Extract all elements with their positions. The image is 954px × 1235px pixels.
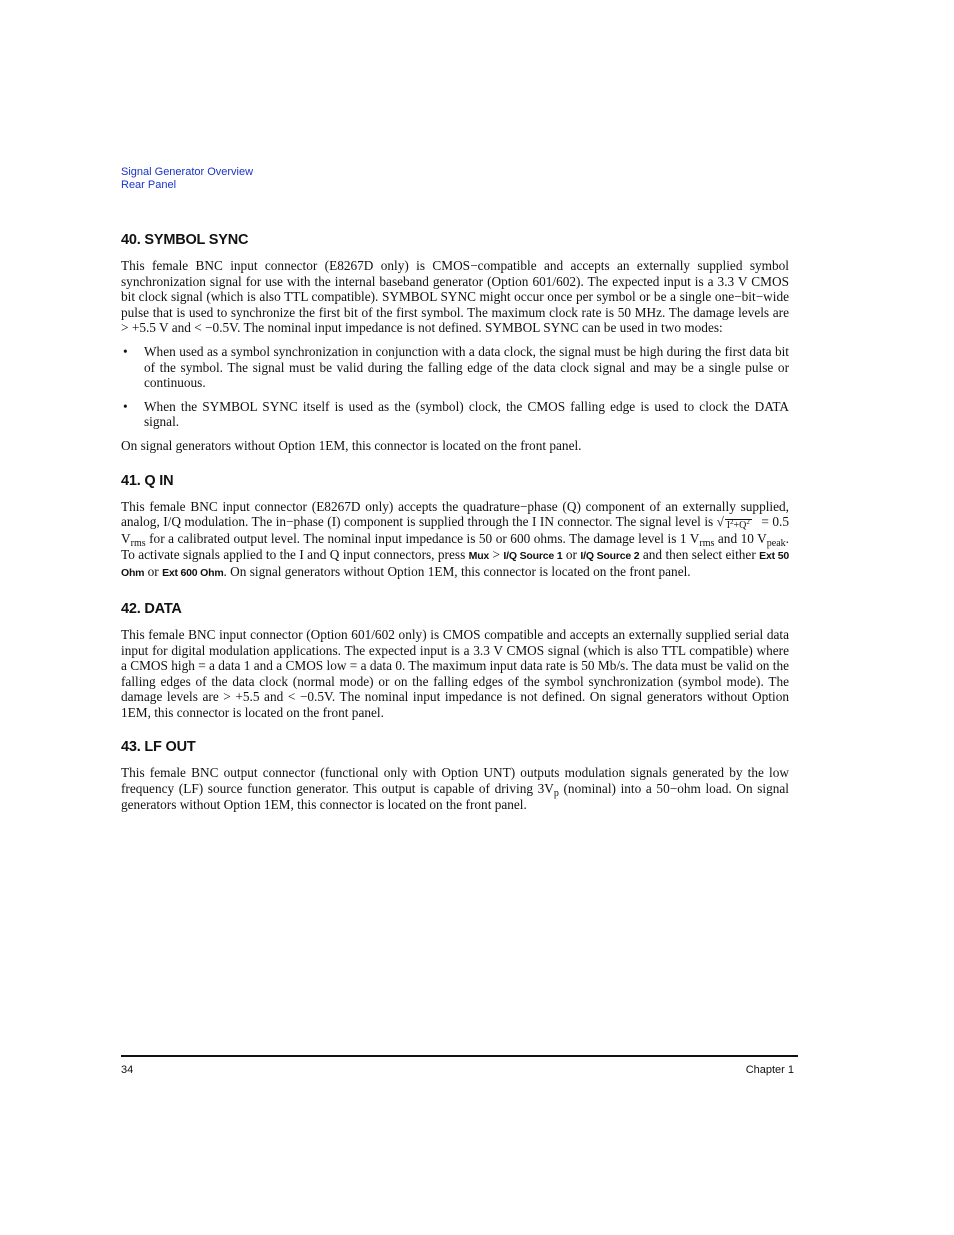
softkey-iq-source-2: I/Q Source 2: [580, 549, 640, 562]
list-item-text: When used as a symbol synchronization in conjunction with a data clock, the signal must be high during the first data bit of the symbol. The signal must be valid during the falling edge of the data clock signal and may be a single pulse or continuous.: [144, 343, 789, 391]
text: (nominal) into a 50−ohm load. On signal generators without Option 1EM, this connector is located on the front panel.: [121, 781, 789, 812]
formula-exponent: 2: [746, 518, 750, 527]
section-heading: 40. SYMBOL SYNC: [121, 232, 249, 248]
bullet-icon: •: [123, 343, 128, 359]
paragraph: On signal generators without Option 1EM, this connector is located on the front panel.: [121, 437, 582, 453]
page-content: [121, 232, 789, 831]
softkey-mux: Mux: [468, 549, 490, 562]
subscript-rms: rms: [699, 538, 715, 550]
section-heading: 41. Q IN: [121, 472, 174, 489]
sqrt-formula: [716, 514, 752, 532]
formula-i: I: [726, 520, 731, 532]
bullet-icon: •: [123, 398, 128, 414]
softkey-ext-50-ohm: Ext 50 Ohm: [121, 549, 790, 580]
footer-rule: [121, 1055, 798, 1057]
text: This female BNC output connector (functional only with Option UNT) outputs modulation signals generated by the low frequency (LF) source function generator. This output is capable of driving 3V: [121, 765, 789, 797]
subscript-p: p: [553, 788, 559, 800]
bullet-list: [121, 344, 789, 430]
softkey-iq-source-1: I/Q Source 1: [503, 549, 563, 562]
text: = 0.5 V: [121, 514, 789, 547]
breadcrumb-link-overview[interactable]: Signal Generator Overview: [121, 166, 254, 178]
text: . To activate signals applied to the I and Q input connectors, press: [121, 531, 789, 562]
breadcrumb: [121, 166, 253, 192]
softkey-ext-600-ohm: Ext 600 Ohm: [162, 567, 224, 580]
text: and 10 V: [714, 531, 767, 547]
chapter-label: Chapter 1: [745, 1064, 794, 1076]
paragraph: This female BNC input connector (E8267D only) is CMOS−compatible and accepts an externally supplied symbol synchronization signal for use with the internal baseband generator (Option 601/602). The expected input is a 3.3 V CMOS bit clock signal (which is also TTL compatible). SYMBOL SYNC might occur once per symbol or be a single one−bit−wide pulse that is used to synchronize the first bit of the first symbol. The maximum clock rate is 50 MHz. The damage levels are > +5.5 V and < −0.5V. The nominal input impedance is not defined. SYMBOL SYNC can be used in two modes:: [121, 258, 789, 336]
paragraph: This female BNC input connector (Option 601/602 only) is CMOS compatible and accepts an externally supplied serial data input for digital modulation applications. The expected input is a 3.3 V CMOS signal (which is also TTL compatible) where a CMOS high = a data 1 and a CMOS low = a data 0. The maximum input data rate is 50 Mb/s. The data must be valid on the falling edges of the data clock (normal mode) or on the falling edges of the symbol synchronization (symbol mode). The damage levels are > +5.5 and < −0.5V. The nominal input impedance is not defined. On signal generators without Option 1EM, this connector is located on the front panel.: [121, 626, 789, 720]
text: or: [562, 546, 581, 562]
page-number: 34: [121, 1064, 134, 1076]
section-heading: 43. LF OUT: [121, 739, 196, 756]
breadcrumb-link-rear-panel[interactable]: Rear Panel: [121, 179, 177, 191]
section-lf-out: [121, 739, 789, 812]
text: for a calibrated output level. The nominal input impedance is 50 or 600 ohms. The damage level is 1 V: [145, 531, 700, 547]
text: . On signal generators without Option 1EM, this connector is located on the front panel.: [223, 564, 691, 580]
list-item-text: When the SYMBOL SYNC itself is used as the (symbol) clock, the CMOS falling edge is used to clock the DATA signal.: [144, 398, 789, 430]
text: >: [489, 546, 504, 562]
list-item: [121, 344, 789, 391]
section-q-in: [121, 473, 789, 582]
text: or: [144, 564, 163, 580]
formula-q: +Q: [733, 520, 747, 532]
section-heading: 42. DATA: [121, 600, 182, 617]
paragraph: [121, 765, 789, 812]
paragraph: [121, 499, 789, 582]
subscript-rms: rms: [130, 538, 146, 550]
subscript-peak: peak: [766, 538, 786, 550]
section-data: [121, 601, 789, 721]
text: and then select either: [639, 546, 760, 562]
text: This female BNC input connector (E8267D only) accepts the quadrature−phase (Q) component of an externally supplied, analog, I/Q modulation. The in−phase (I) component is supplied through the I IN connector. The signal level is: [121, 498, 789, 530]
list-item: [121, 399, 789, 430]
formula-exponent: 2: [730, 518, 734, 527]
section-symbol-sync: [121, 232, 789, 454]
radical-icon: √: [716, 514, 724, 530]
